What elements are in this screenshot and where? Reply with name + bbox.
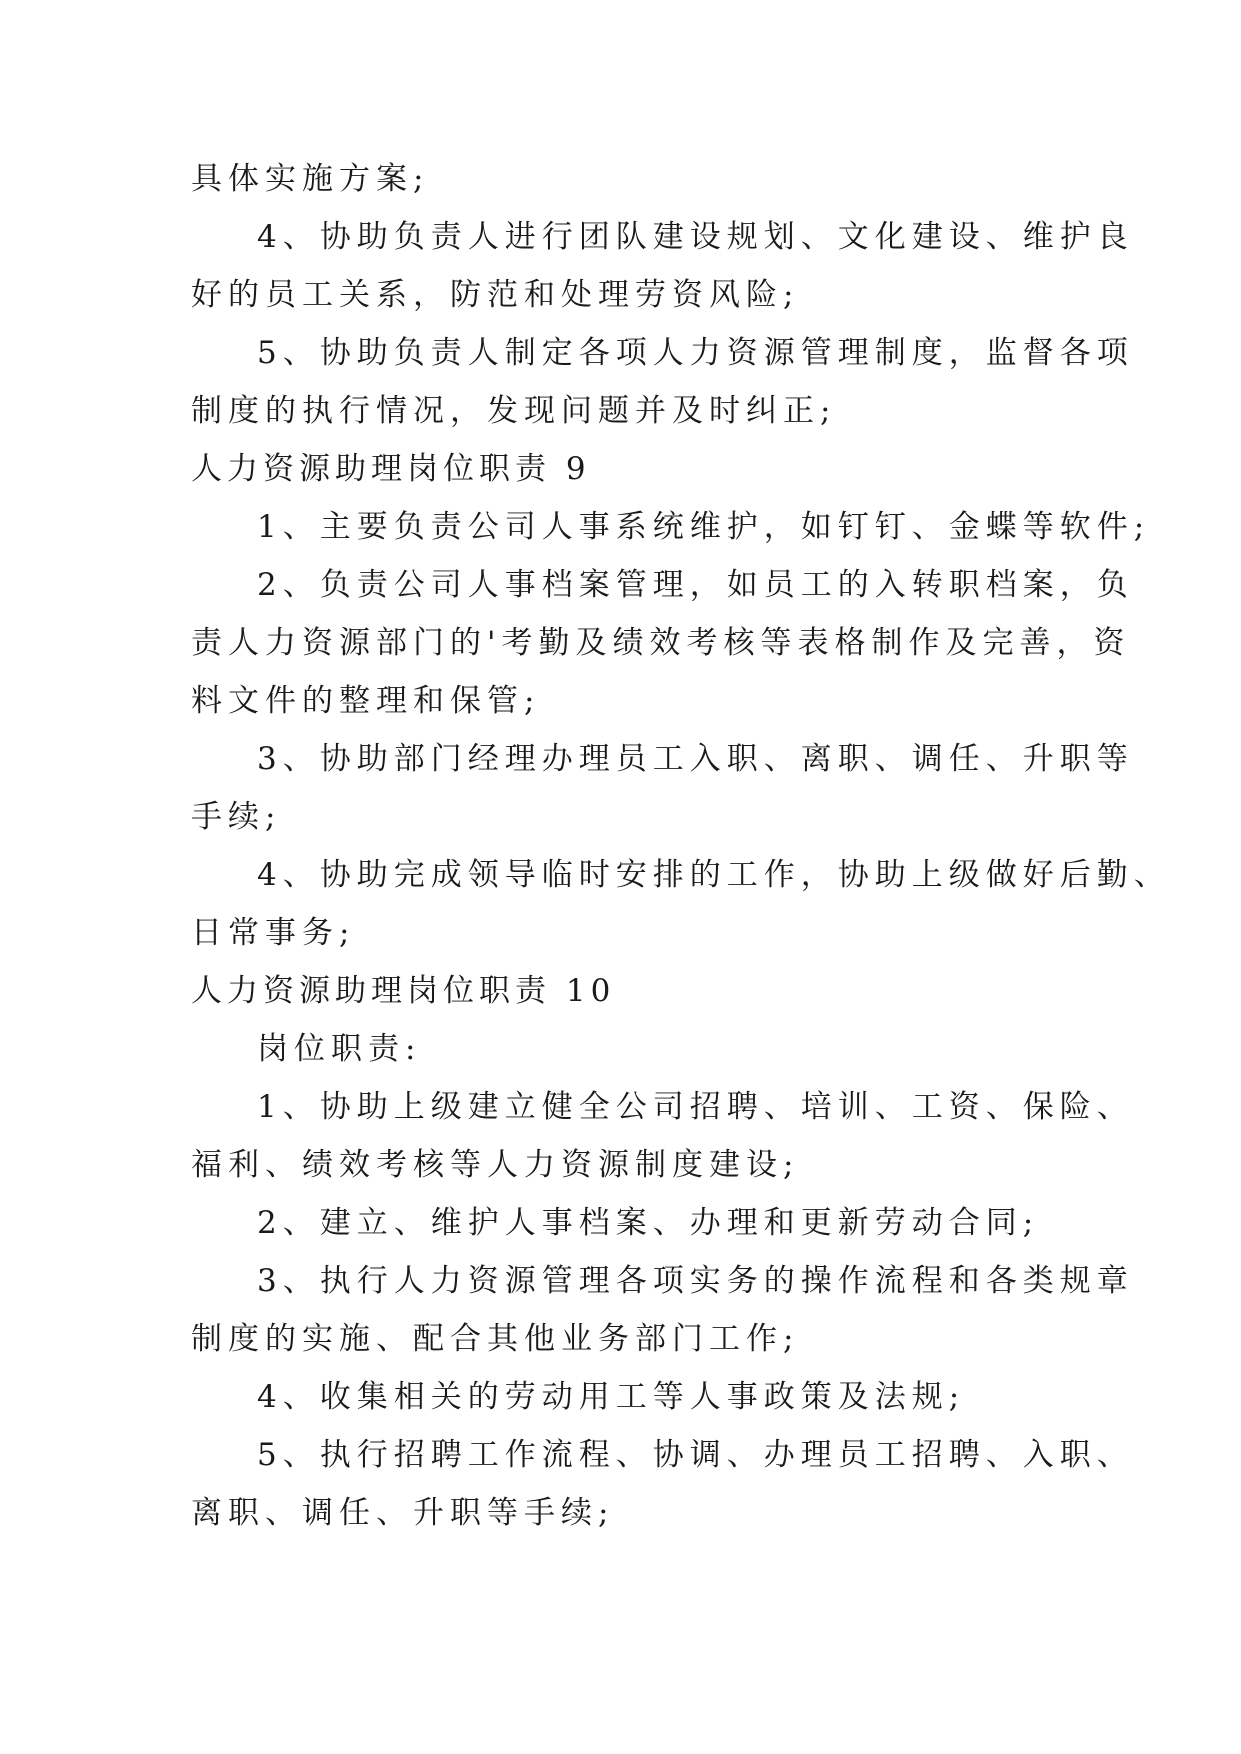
paragraph-line: 日常事务; [191, 915, 356, 951]
paragraph-line: 岗位职责: [257, 1031, 422, 1067]
paragraph-line: 制度的执行情况，发现问题并及时纠正; [191, 393, 837, 429]
paragraph-line: 1、主要负责公司人事系统维护，如钉钉、金蝶等软件; [257, 509, 1151, 545]
paragraph-line: 手续; [191, 799, 282, 835]
section-heading: 人力资源助理岗位职责 10 [191, 973, 616, 1009]
paragraph-line: 2、负责公司人事档案管理，如员工的入转职档案，负 [257, 567, 1134, 603]
paragraph-line: 福利、绩效考核等人力资源制度建设; [191, 1147, 800, 1183]
paragraph-line: 5、执行招聘工作流程、协调、办理员工招聘、入职、 [257, 1437, 1134, 1473]
paragraph-line: 制度的实施、配合其他业务部门工作; [191, 1321, 800, 1357]
paragraph-line: 4、收集相关的劳动用工等人事政策及法规; [257, 1379, 966, 1415]
paragraph-line: 4、协助完成领导临时安排的工作，协助上级做好后勤、 [257, 857, 1171, 893]
paragraph-line: 离职、调任、升职等手续; [191, 1495, 615, 1531]
paragraph-line: 5、协助负责人制定各项人力资源管理制度，监督各项 [257, 335, 1134, 371]
paragraph-line: 1、协助上级建立健全公司招聘、培训、工资、保险、 [257, 1089, 1134, 1125]
paragraph-line: 4、协助负责人进行团队建设规划、文化建设、维护良 [257, 219, 1134, 255]
paragraph-line: 具体实施方案; [191, 161, 430, 197]
paragraph-line: 好的员工关系，防范和处理劳资风险; [191, 277, 800, 313]
section-heading: 人力资源助理岗位职责 9 [191, 451, 591, 487]
paragraph-line: 3、协助部门经理办理员工入职、离职、调任、升职等 [257, 741, 1134, 777]
paragraph-line: 2、建立、维护人事档案、办理和更新劳动合同; [257, 1205, 1040, 1241]
paragraph-line: 责人力资源部门的'考勤及绩效考核等表格制作及完善，资 [191, 625, 1131, 661]
paragraph-line: 3、执行人力资源管理各项实务的操作流程和各类规章 [257, 1263, 1134, 1299]
paragraph-line: 料文件的整理和保管; [191, 683, 541, 719]
document-body [191, 150, 1171, 1542]
